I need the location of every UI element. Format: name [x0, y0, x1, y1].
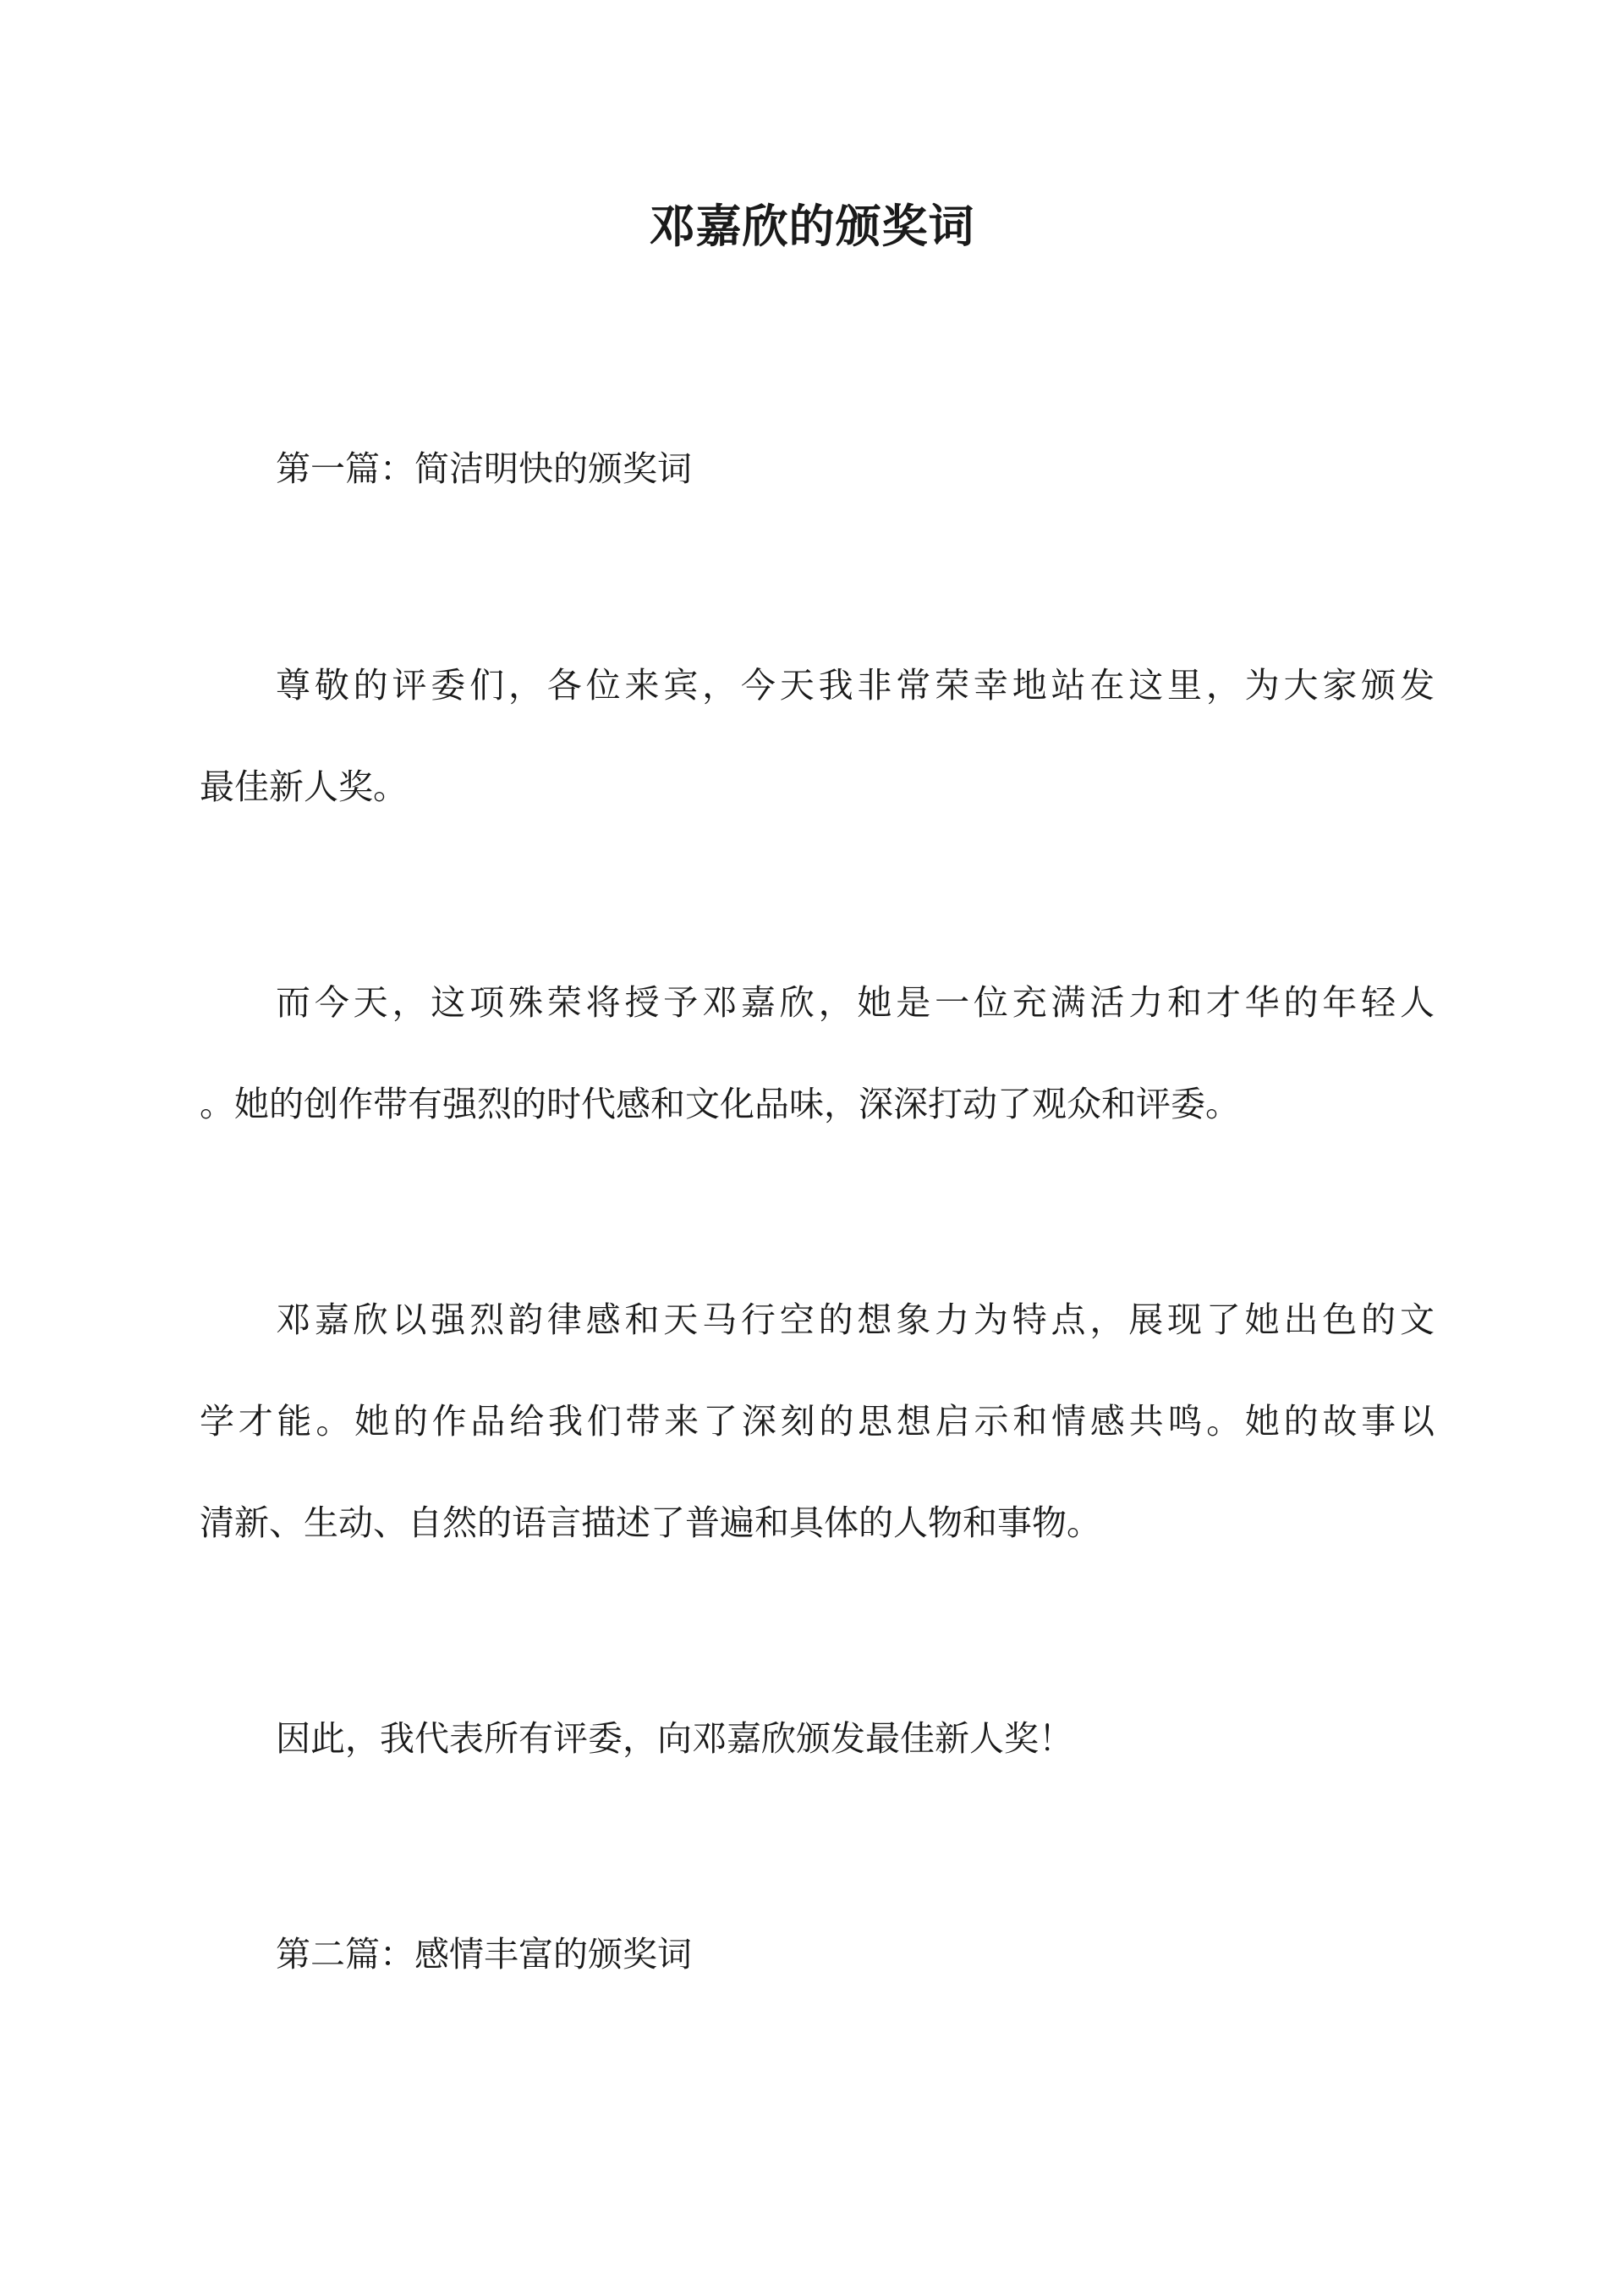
document-title: 邓嘉欣的颁奖词 [649, 199, 975, 253]
paragraph-3-line-1: 邓嘉欣以强烈韵律感和天马行空的想象力为特点，展现了她出色的文 [276, 1299, 1435, 1340]
paragraph-1-line-1: 尊敬的评委们，各位来宾，今天我非常荣幸地站在这里，为大家颁发 [276, 665, 1435, 706]
paragraph-1-line-2: 最佳新人奖。 [200, 766, 408, 807]
paragraph-2-line-1: 而今天，这项殊荣将授予邓嘉欣，她是一位充满活力和才华的年轻人 [276, 982, 1435, 1023]
paragraph-3-line-2: 学才能。她的作品给我们带来了深刻的思想启示和情感共鸣。她的故事以 [200, 1401, 1435, 1442]
paragraph-2-line-2: 。她的创作带有强烈的时代感和文化品味，深深打动了观众和评委。 [200, 1084, 1240, 1124]
paragraph-4-line-1: 因此，我代表所有评委，向邓嘉欣颁发最佳新人奖！ [276, 1718, 1073, 1759]
section-heading-2: 第二篇：感情丰富的颁奖词 [276, 1934, 692, 1975]
paragraph-3-line-3: 清新、生动、自然的语言描述了普遍和具体的人物和事物。 [200, 1502, 1101, 1543]
section-heading-1: 第一篇：简洁明快的颁奖词 [276, 448, 692, 489]
